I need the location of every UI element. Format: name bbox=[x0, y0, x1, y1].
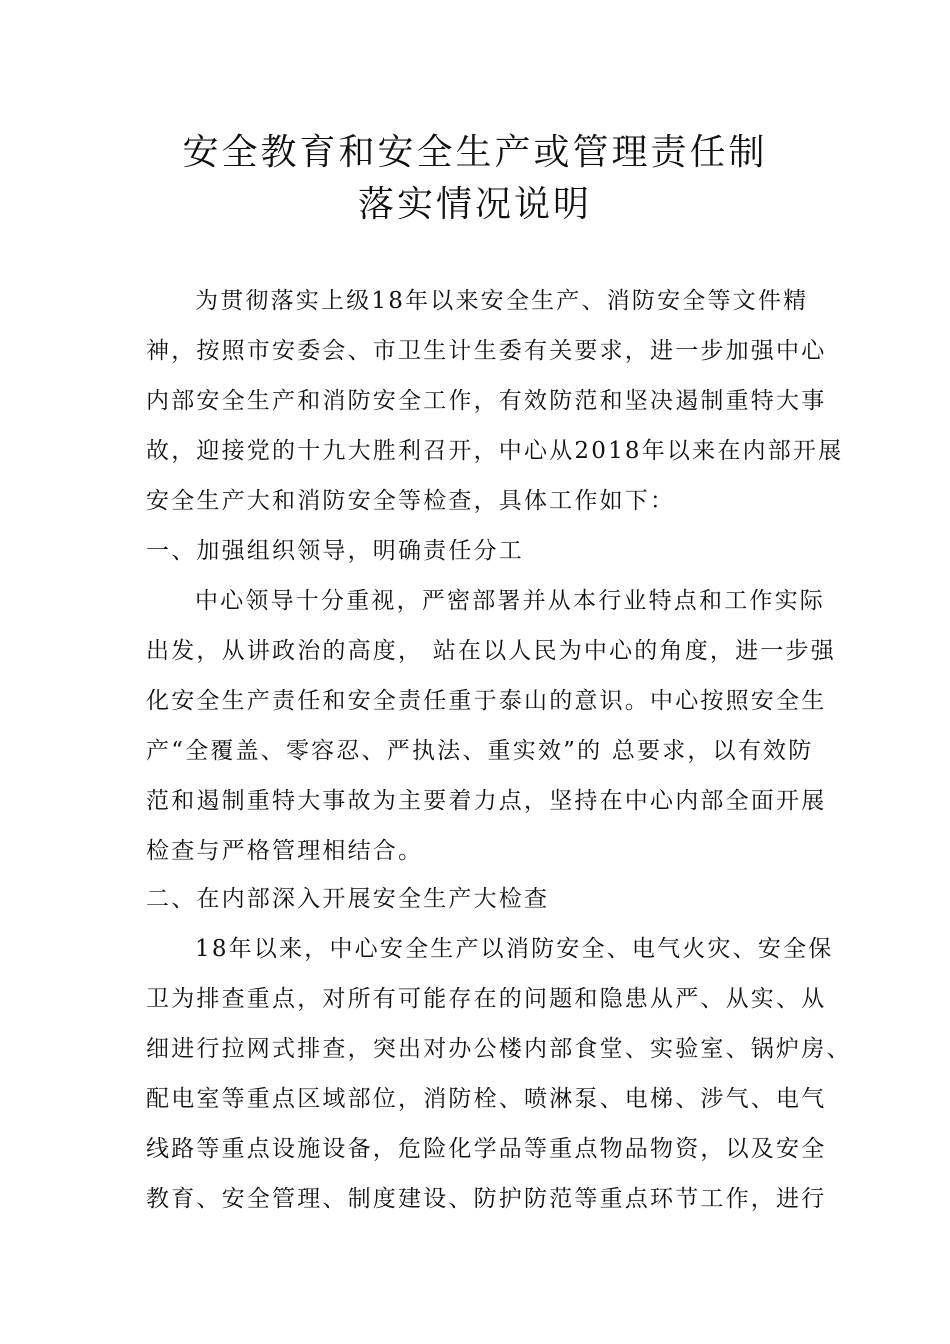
paragraph-line: 化安全生产责任和安全责任重于泰山的意识。中心按照安全生 bbox=[146, 688, 827, 714]
paragraph-line: 内部安全生产和消防安全工作，有效防范和坚决遏制重特大事 bbox=[146, 388, 827, 414]
section-heading: 二、在内部深入开展安全生产大检查 bbox=[146, 886, 550, 912]
paragraph-line: 为贯彻落实上级18年以来安全生产、消防安全等文件精 bbox=[195, 288, 809, 314]
paragraph-line: 18年以来，中心安全生产以消防安全、电气火灾、安全保 bbox=[195, 936, 834, 962]
paragraph-line: 故，迎接党的十九大胜利召开，中心从2018年以来在内部开展 bbox=[146, 438, 844, 464]
paragraph-line: 教育、安全管理、制度建设、防护防范等重点环节工作，进行 bbox=[146, 1186, 827, 1212]
paragraph-line: 产“全覆盖、零容忍、严执法、重实效”的 总要求，以有效防 bbox=[146, 738, 814, 764]
paragraph-line: 细进行拉网式排查，突出对办公楼内部食堂、实验室、锅炉房、 bbox=[146, 1036, 852, 1062]
document-title-line-2: 落实情况说明 bbox=[357, 184, 592, 225]
paragraph-line: 安全生产大和消防安全等检查，具体工作如下： bbox=[146, 488, 676, 514]
paragraph-line: 配电室等重点区域部位，消防栓、喷淋泵、电梯、涉气、电气 bbox=[146, 1086, 827, 1112]
paragraph-line: 神，按照市安委会、市卫生计生委有关要求，进一步加强中心 bbox=[146, 338, 827, 364]
paragraph-line: 范和遏制重特大事故为主要着力点，坚持在中心内部全面开展 bbox=[146, 788, 827, 814]
paragraph-line: 卫为排查重点，对所有可能存在的问题和隐患从严、从实、从 bbox=[146, 986, 827, 1012]
document-title-line-1: 安全教育和安全生产或管理责任制 bbox=[182, 132, 768, 173]
paragraph-line: 出发，从讲政治的高度， 站在以人民为中心的角度，进一步强 bbox=[146, 638, 836, 664]
section-heading: 一、加强组织领导，明确责任分工 bbox=[146, 538, 524, 564]
paragraph-line: 线路等重点设施设备，危险化学品等重点物品物资，以及安全 bbox=[146, 1136, 827, 1162]
paragraph-line: 检查与严格管理相结合。 bbox=[146, 838, 424, 864]
paragraph-line: 中心领导十分重视，严密部署并从本行业特点和工作实际 bbox=[195, 588, 825, 614]
